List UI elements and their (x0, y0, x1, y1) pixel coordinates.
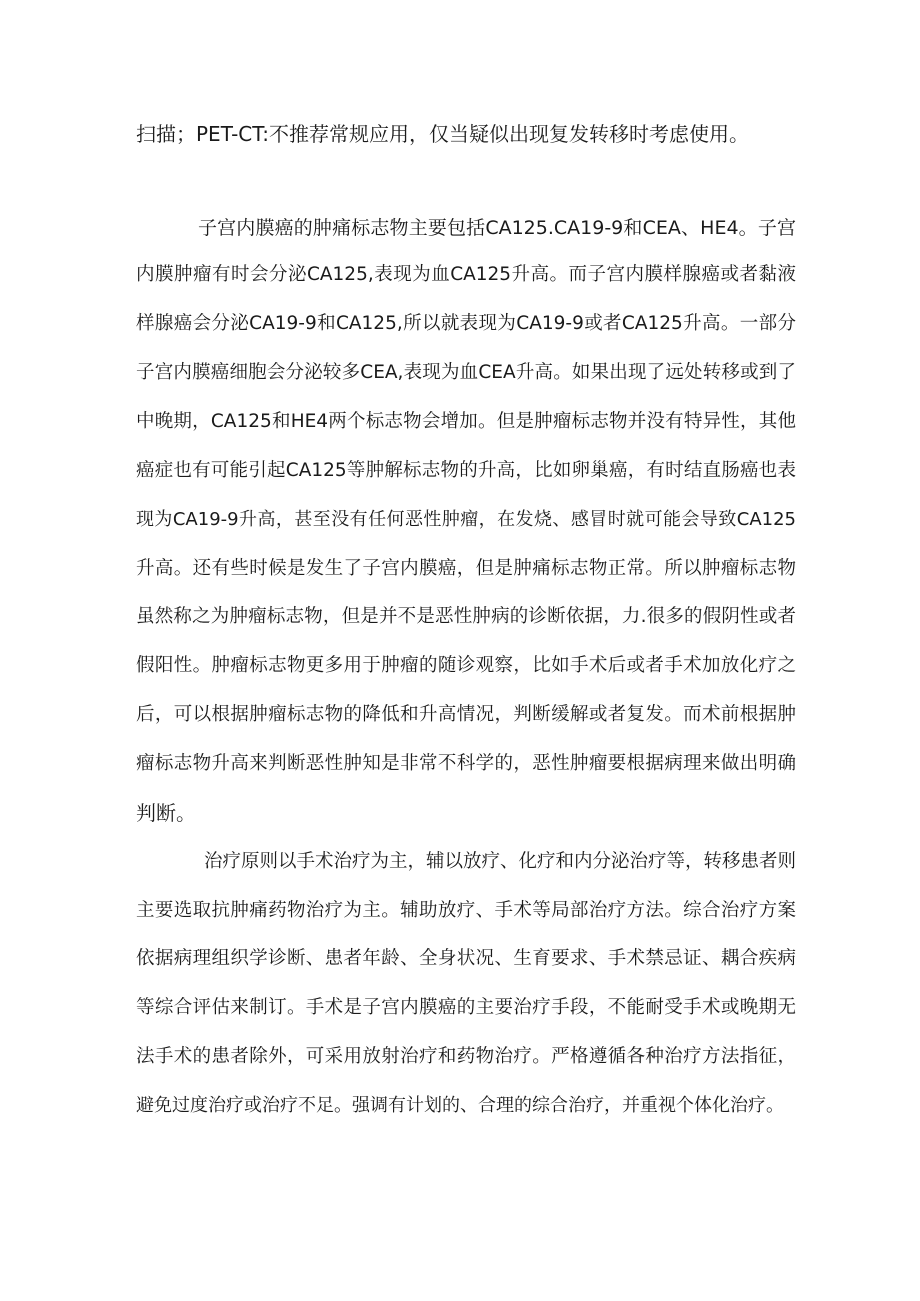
text-line: 假阳性。肿瘤标志物更多用于肿瘤的随诊观察，比如手术后或者手术加放化疗之 (136, 655, 796, 676)
text-line: 法手术的患者除外，可采用放射治疗和药物治疗。严格遵循各种治疗方法指征， (136, 1046, 796, 1067)
text-line: 升高。还有些时候是发生了子宫内膜癌，但是肿痛标志物正常。所以肿瘤标志物 (136, 558, 796, 579)
text-line: 样腺癌会分泌CA19-9和CA125,所以就表现为CA19-9或者CA125升高。一部分 (136, 313, 796, 334)
text-line: 扫描；PET-CT:不推荐常规应用，仅当疑似出现复发转移时考虑使用。 (136, 122, 750, 146)
text-line: 中晚期，CA125和HE4两个标志物会增加。但是肿瘤标志物并没有特异性，其他 (136, 411, 796, 432)
text-line: 主要选取抗肿痛药物治疗为主。辅助放疗、手术等局部治疗方法。综合治疗方案 (136, 900, 796, 921)
text-line: 依据病理组织学诊断、患者年龄、全身状况、生育要求、手术禁忌证、耦合疾病 (136, 948, 796, 969)
text-line: 后，可以根据肿瘤标志物的降低和升高情况，判断缓解或者复发。而术前根据肿 (136, 704, 796, 725)
text-line: 现为CA19-9升高，甚至没有任何恶性肿瘤，在发烧、感冒时就可能会导致CA125 (136, 509, 796, 530)
text-line: 判断。 (136, 801, 196, 825)
text-line: 虽然称之为肿瘤标志物，但是并不是恶性肿病的诊断依据，力.很多的假阴性或者 (136, 606, 796, 627)
text-line: 治疗原则以手术治疗为主，辅以放疗、化疗和内分泌治疗等，转移患者则 (204, 851, 797, 872)
text-line: 避免过度治疗或治疗不足。强调有计划的、合理的综合治疗，并重视个体化治疗。 (136, 1095, 784, 1116)
text-line: 瘤标志物升高来判断恶性肿知是非常不科学的，恶性肿瘤要根据病理来做出明确 (136, 753, 796, 774)
text-line: 子宫内膜癌的肿痛标志物主要包括CA125.CA19-9和CEA、HE4。子宫 (198, 217, 796, 239)
text-line: 内膜肿瘤有时会分泌CA125,表现为血CA125升高。而子宫内膜样腺癌或者黏液 (136, 264, 796, 285)
text-line: 等综合评估来制订。手术是子宫内膜癌的主要治疗手段，不能耐受手术或晚期无 (136, 997, 796, 1018)
text-line: 子宫内膜癌细胞会分泌较多CEA,表现为血CEA升高。如果出现了远处转移或到了 (136, 362, 796, 383)
text-line: 癌症也有可能引起CA125等肿解标志物的升高，比如卵巢癌，有时结直肠癌也表 (136, 460, 796, 481)
